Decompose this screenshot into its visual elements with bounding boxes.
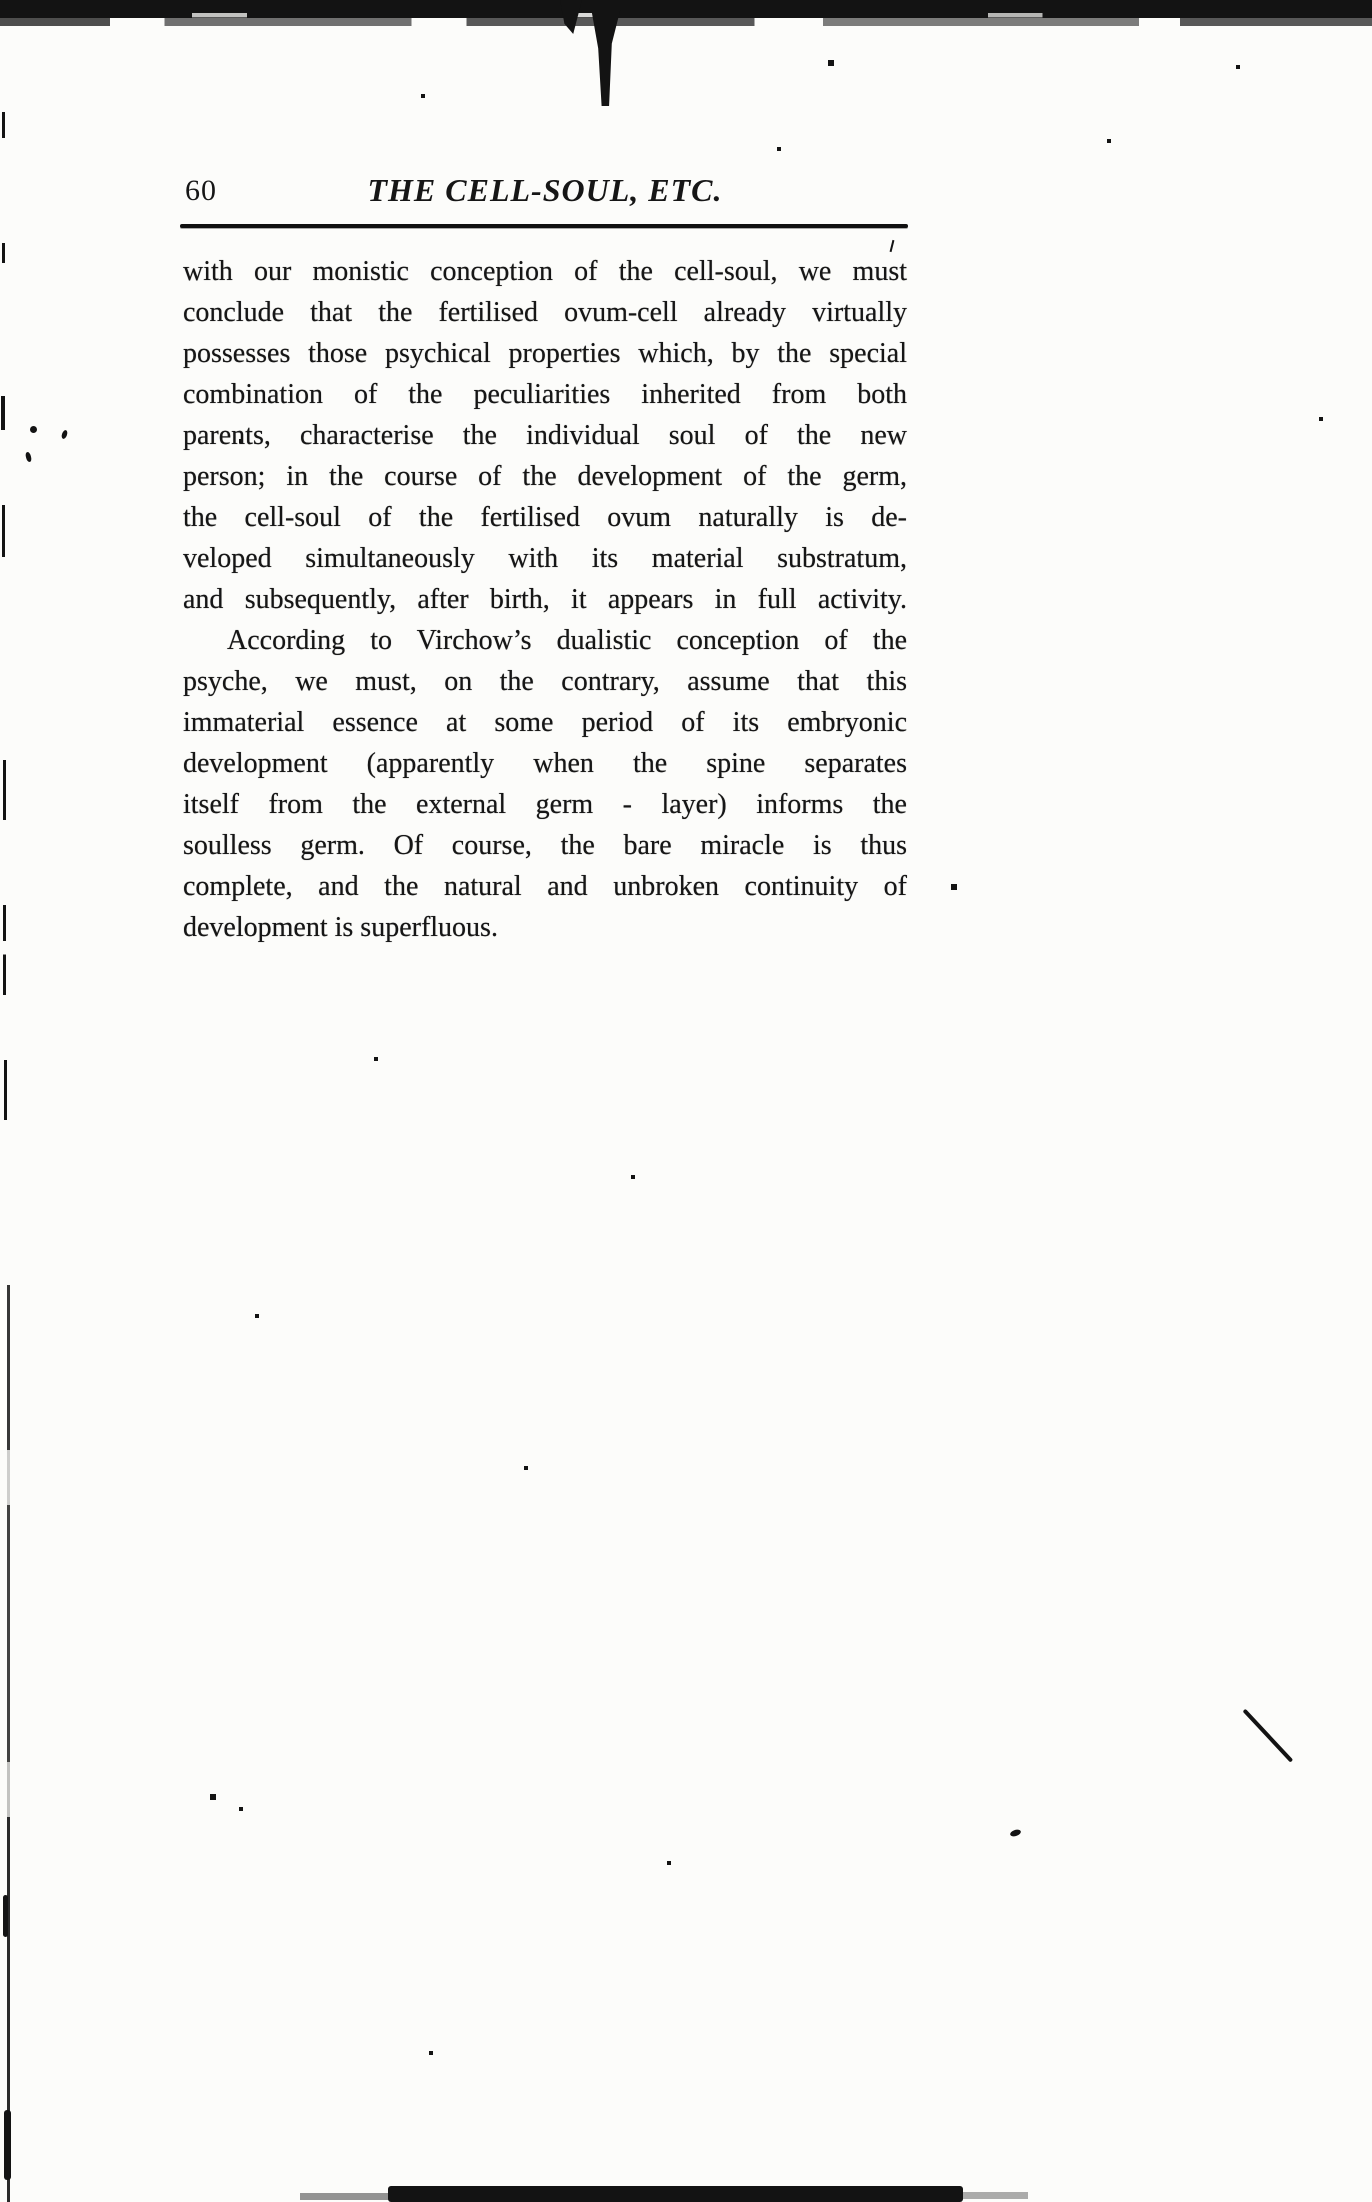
scan-artifact-pen-stroke <box>1243 1709 1294 1763</box>
text-line: development is superfluous. <box>183 912 498 943</box>
text-line: complete, and the natural and unbroken continuity of <box>183 871 907 902</box>
scan-artifact-left-dash <box>4 1060 7 1120</box>
scan-artifact-margin-dot <box>25 452 32 463</box>
scan-artifact-margin-dot <box>30 426 37 433</box>
text-line: psyche, we must, on the contrary, assume that this <box>183 666 907 697</box>
body-text <box>183 251 907 948</box>
text-line: conclude that the fertilised ovum-cell already virtually <box>183 297 907 328</box>
scan-artifact-bottom-bar-right <box>958 2192 1028 2199</box>
scan-artifact-left-blob <box>3 1895 8 1937</box>
text-line: veloped simultaneously with its material substratum, <box>183 543 907 574</box>
running-header <box>183 172 907 218</box>
scan-artifact-left-dash <box>2 243 5 263</box>
text-line: itself from the external germ - layer) informs the <box>183 789 907 820</box>
scan-artifact-speckles <box>0 0 2 2</box>
text-line: combination of the peculiarities inherited from both <box>183 379 907 410</box>
scan-artifact-left-blob <box>4 2110 11 2180</box>
scan-artifact-bottom-bar-left <box>300 2193 392 2200</box>
text-line: parents, characterise the individual soul of the new <box>183 420 907 451</box>
running-header-title: THE CELL-SOUL, ETC. <box>367 172 723 208</box>
text-line: soulless germ. Of course, the bare miracle is thus <box>183 830 907 861</box>
text-line: and subsequently, after birth, it appears in full activity. <box>183 584 907 615</box>
text-line: development (apparently when the spine separates <box>183 748 907 779</box>
scan-artifact-ink-blot <box>1009 1828 1021 1837</box>
scan-artifact-left-dash <box>1 396 5 430</box>
scan-artifact-top-edge-noise <box>0 17 1372 26</box>
scan-artifact-margin-dot <box>61 429 69 439</box>
text-line: According to Virchow’s dualistic conception of the <box>227 625 907 656</box>
text-line: the cell-soul of the fertilised ovum naturally is de- <box>183 502 907 533</box>
text-line: immaterial essence at some period of its embryonic <box>183 707 907 738</box>
scan-artifact-left-binding-line <box>7 1285 10 2202</box>
scan-artifact-left-dash <box>3 905 6 995</box>
text-line: possesses those psychical properties which, by the special <box>183 338 907 369</box>
scan-artifact-left-dash <box>2 112 5 138</box>
scan-artifact-left-dash <box>2 505 5 557</box>
scan-artifact-left-dash <box>3 760 6 820</box>
header-rule <box>180 224 908 228</box>
page-number: 60 <box>185 174 217 207</box>
text-line: with our monistic conception of the cell-soul, we must <box>183 256 907 287</box>
text-line: person; in the course of the development of the germ, <box>183 461 907 492</box>
scan-artifact-bottom-bar <box>388 2186 963 2202</box>
